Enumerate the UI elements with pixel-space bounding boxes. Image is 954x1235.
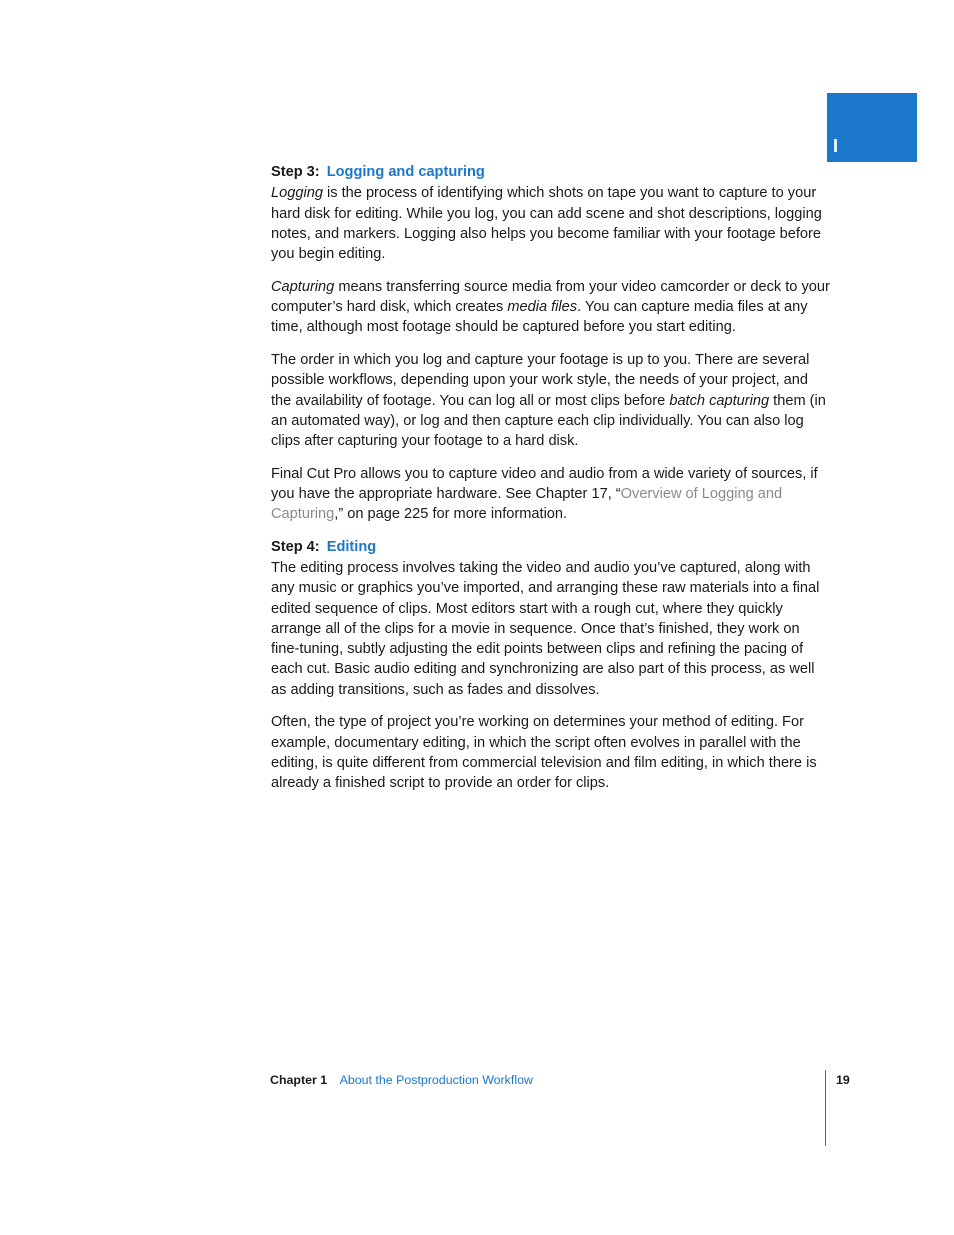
chapter-tab-mark: I	[833, 136, 839, 156]
chapter-tab	[827, 93, 917, 162]
term-media-files: media files	[507, 299, 578, 316]
step3-paragraph-3	[271, 350, 831, 451]
step3-p1-text: is the process of identifying which shots on tape you want to capture to your hard disk for editing. While you log, you can add scene and shot descriptions, logging notes, and markers. Logging also helps you become familiar with your footage before you begin editing.	[271, 185, 822, 263]
footer-chapter-label: Chapter 1	[270, 1073, 328, 1087]
term-batch-capturing: batch capturing	[669, 392, 770, 409]
step3-heading	[271, 162, 831, 182]
step3-paragraph-1	[271, 183, 831, 264]
step3-paragraph-4	[271, 464, 831, 525]
step4-paragraph-2: Often, the type of project you’re working on determines your method of editing. For example, documentary editing, in which the script often evolves in parallel with the editing, is quite different from commercial television and film editing, in which there is already a finished script to provide an order for clips.	[271, 714, 817, 792]
step3-p3-text-a: The order in which you log and capture your footage is up to you. There are several possible workflows, depending upon your work style, the needs of your project, and the availability of footage. You can log all or most clips before	[271, 351, 810, 409]
step3-p2-text-b: . You can capture media files at any time, although most footage should be captured before you start editing.	[271, 299, 808, 336]
step3-p3-text-b: them (in an automated way), or log and then capture each clip individually. You can also log clips after capturing your footage to a hard disk.	[271, 392, 826, 450]
footer-chapter-title-link[interactable]: About the Postproduction Workflow	[339, 1073, 533, 1087]
step4-title-link[interactable]: Editing	[326, 538, 377, 555]
page-number: 19	[836, 1073, 850, 1087]
term-logging: Logging	[271, 185, 323, 202]
step4-label: Step 4:	[271, 538, 320, 555]
step3-p4-text-b: ,” on page 225 for more information.	[334, 506, 568, 523]
step3-label: Step 3:	[271, 164, 320, 180]
step3-paragraph-2	[271, 277, 831, 338]
page-body	[271, 162, 831, 794]
step4-heading	[271, 537, 831, 557]
footer-divider	[825, 1070, 826, 1146]
page-footer	[270, 1071, 533, 1089]
term-capturing: Capturing	[271, 278, 335, 295]
step4-paragraph-1: The editing process involves taking the video and audio you’ve captured, along with any music or graphics you’ve imported, and arranging these raw materials into a final edited sequence of clips. Most editors start with a rough cut, where they quickly arrange all of the clips for a movie in sequence. Once that’s finished, they work on fine-tuning, subtly adjusting the edit points between clips and refining the pacing of each cut. Basic audio editing and synchronizing are also part of this process, as well as adding transitions, such as fades and dissolves.	[271, 559, 820, 698]
step3-p4-text-a: Final Cut Pro allows you to capture video and audio from a wide variety of sources, if you have the appropriate hardware. See Chapter 17, “	[271, 465, 818, 503]
step3-title-link[interactable]: Logging and capturing	[326, 164, 485, 180]
cross-reference-link[interactable]: Overview of Logging and Capturing	[271, 486, 783, 523]
step3-p2-text-a: means transferring source media from your video camcorder or deck to your computer’s hard disk, which creates	[271, 278, 830, 316]
